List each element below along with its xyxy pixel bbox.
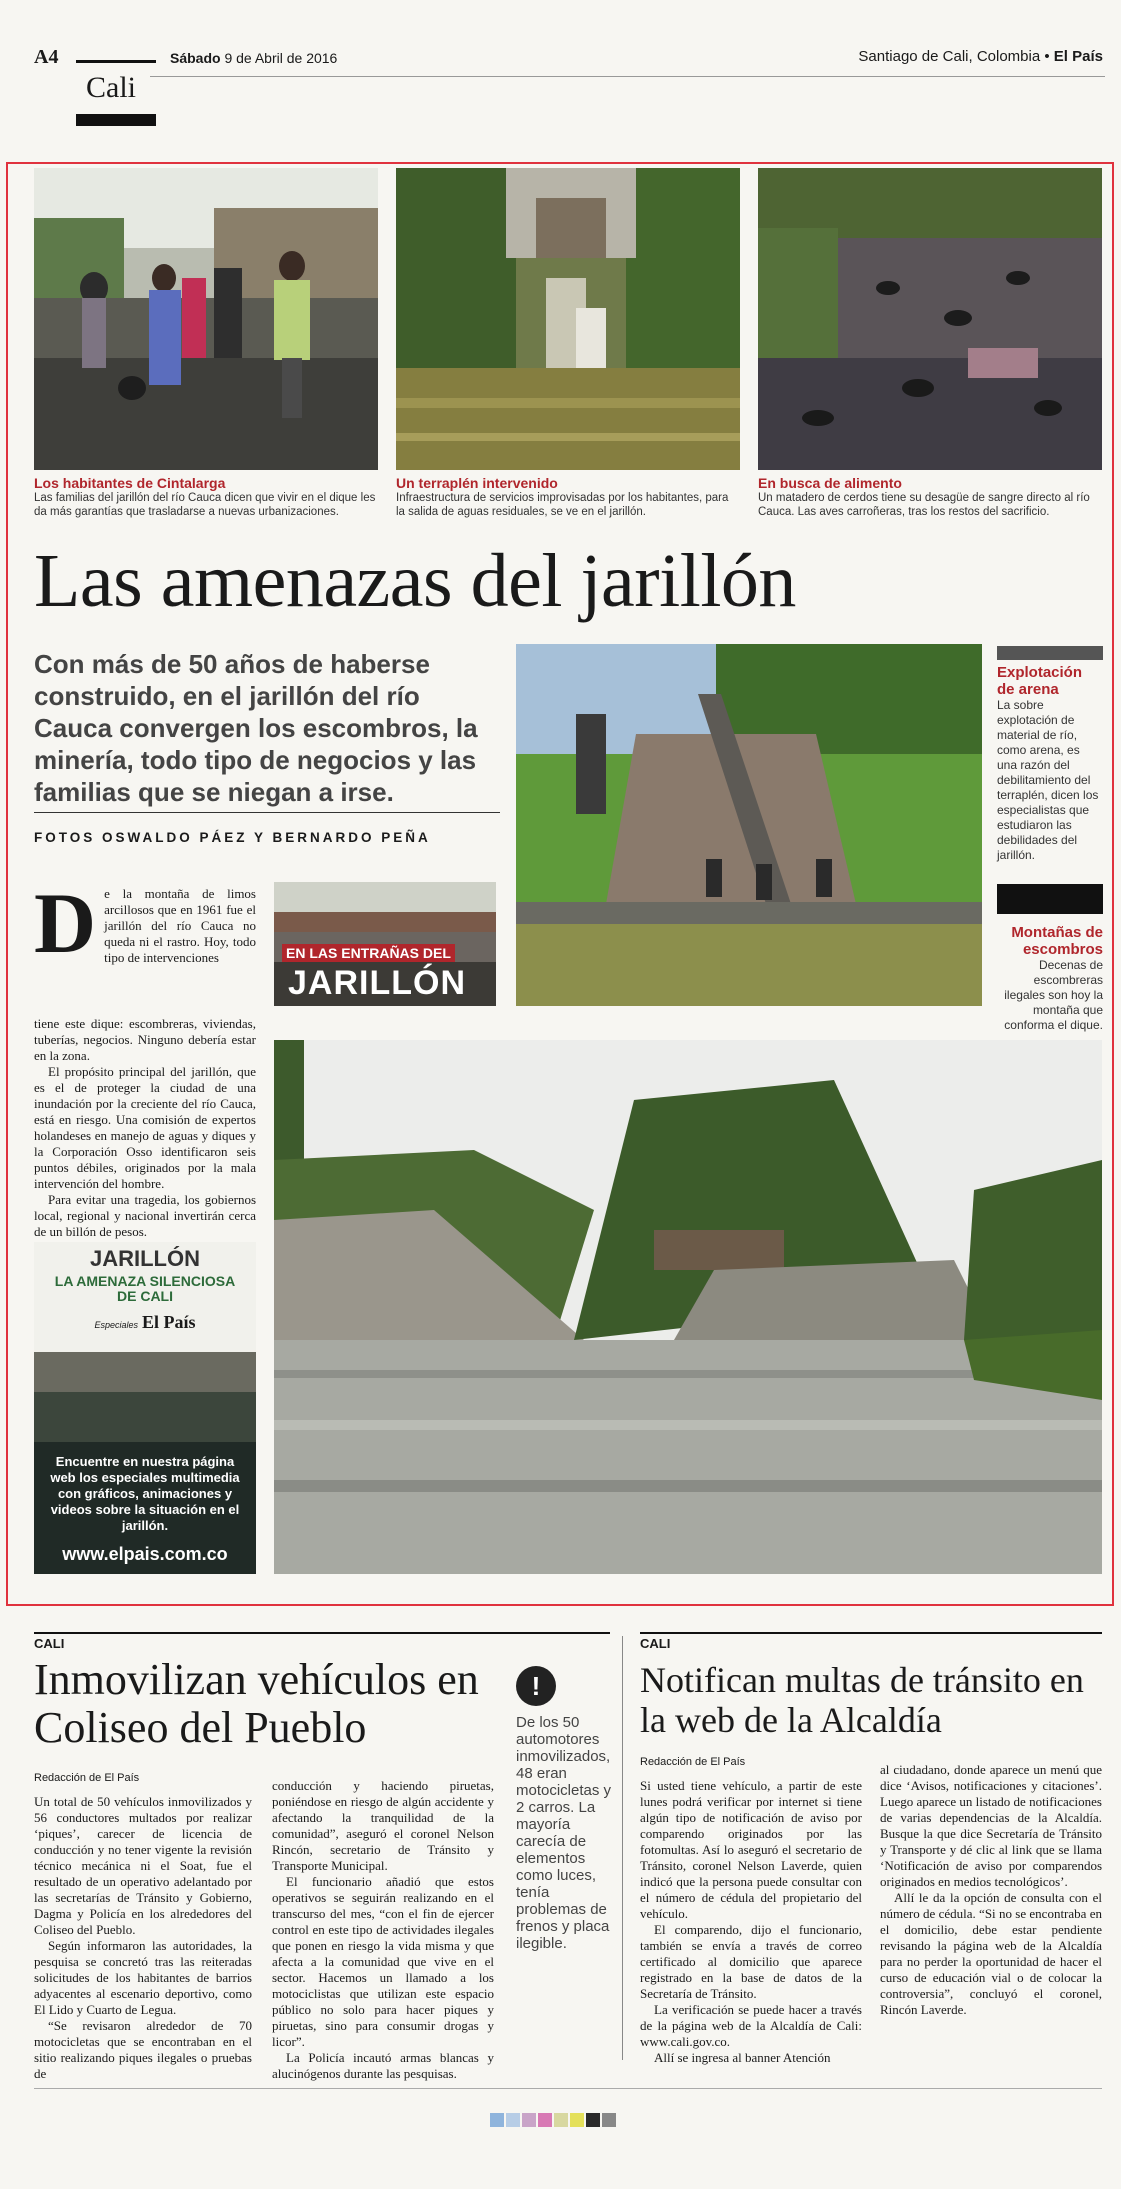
caption-text: Un matadero de cerdos tiene su desagüe de sangre directo al río Cauca. Las aves carroñeras, tras los restos del sacrificio. [758,492,1090,518]
registration-swatch [586,2113,600,2127]
page-number: A4 [34,46,59,68]
issue-date [170,50,337,66]
story-left-rule [34,1632,610,1634]
caption-title: Los habitantes de Cintalarga [34,475,226,491]
promo-subtitle: LA AMENAZA SILENCIOSA DE CALI [54,1273,236,1304]
caption-text: Infraestructura de servicios improvisadas por los habitantes, para la salida de aguas residuales, se ve en el jarillón. [396,492,729,518]
story-right-headline: Notifican multas de tránsito en la web de la Alcaldía [640,1660,1084,1740]
registration-colorbar [490,2113,618,2129]
photo-river [274,1040,1102,1574]
caption-title: En busca de alimento [758,475,902,491]
date-day: Sábado [170,50,221,66]
photo-cintalarga [34,168,378,470]
paragraph: Allí se ingresa al banner Atención [654,2050,831,2065]
promo-especiales-label: Especiales [94,1320,138,1330]
promo-url[interactable]: www.elpais.com.co [62,1544,228,1564]
caption-3 [758,475,1102,519]
inset-kicker: EN LAS ENTRAÑAS DEL [282,944,455,962]
story-left-byline: Redacción de El País [34,1772,140,1784]
photo-credit: FOTOS OSWALDO PÁEZ Y BERNARDO PEÑA [34,830,431,845]
caption-2 [396,475,740,519]
caption-title: Un terraplén intervenido [396,475,558,491]
side-bar-1 [997,646,1103,660]
photo-terraplen [396,168,740,470]
footer-rule [34,2088,1102,2089]
caption-text: Las familias del jarillón del río Cauca dicen que vivir en el dique les da más garantías que trasladarse a nuevas urbanizaciones. [34,492,376,518]
feature-headline: Las amenazas del jarillón [34,539,796,623]
separator: • [1040,48,1054,65]
paragraph: El funcionario añadió que estos operativos se seguirán realizando en el transcurso del mes, “con el fin de ejercer control en este tipo de actividades ilegales que ponen en riesgo la vida misma y que afecta a la comunidad que vive en el sector. Hacemos un llamado a los motociclistas que utilizan este espacio público no solo para hacer piques y piruetas, sino para consumir drogas y licor”. [272,1874,494,2049]
promo-brand [34,1312,256,1333]
promo-text: Encuentre en nuestra página web los especiales multimedia con gráficos, animaciones y videos sobre la situación en el jarillón. [50,1454,240,1533]
paragraph: conducción y haciendo piruetas, poniéndose en riesgo de algún accidente y afectando la tranquilidad de la comunidad”, aseguró el coronel Nelson Rincón, secretario de Tránsito y Transporte Municipal. [272,1778,494,1873]
side-note-arena [997,664,1103,863]
column-divider [622,1636,623,2060]
story-left-headline: Inmovilizan vehículos en Coliseo del Pueblo [34,1655,479,1752]
registration-swatch [522,2113,536,2127]
story-left-sidebar: De los 50 automotores inmovilizados, 48 eran motocicletas y 2 carros. La mayoría carecía de elementos como luces, tenía problemas de frenos y placa ilegible. [516,1714,612,1952]
story-right-byline: Redacción de El País [640,1756,746,1768]
location: Santiago de Cali, Colombia [858,48,1041,65]
dateline [858,48,1103,65]
story-right-tag: CALI [640,1636,671,1651]
paragraph: “Se revisaron alrededor de 70 motocicletas que se encontraban en el sitio realizando piques ilegales o pruebas de [34,2018,252,2081]
inset-title: JARILLÓN [288,964,466,1002]
photo-alimento [758,168,1102,470]
alert-icon: ! [516,1666,556,1706]
para2: El propósito principal del jarillón, que es el de proteger la ciudad de una inundación por la creciente del río Cauca, está en riesgo. Una comisión de expertos holandeses en manejo de aguas y diques y la Corporación Osso identificaron seis puntos débiles, originados por la mala intervención del hombre. [34,1064,256,1191]
promo-especiales[interactable] [34,1242,256,1574]
registration-swatch [538,2113,552,2127]
promo-title: JARILLÓN [90,1246,200,1271]
side-title: Montañas de escombros [1011,924,1103,958]
para3: Para evitar una tragedia, los gobiernos local, regional y nacional invertirán cerca de un billón de pesos. [34,1192,256,1239]
registration-swatch [570,2113,584,2127]
para1-end: tiene este dique: escombreras, viviendas, tuberías, negocios. Ninguno debería estar en la zona. [34,1016,256,1063]
photo-sand-mining [516,644,982,1006]
paper-name: El País [1053,48,1103,65]
paragraph: Un total de 50 vehículos inmovilizados y 56 conductores multados por realizar ‘piques’, carecer de licencia de conducción y no tener vigente la revisión técnico mecánica ni el Soat, fue el resultado de un operativo adelantado por las secretarías de Tránsito y Gobierno, Dagma y Policía en los alrededores del Coliseo del Pueblo. [34,1794,252,1937]
promo-brand-name: El País [142,1312,196,1332]
date-rest: 9 de Abril de 2016 [220,50,338,66]
story-left-col1 [34,1794,252,2082]
promo-photo [34,1242,256,1442]
feature-deck: Con más de 50 años de haberse construido, en el jarillón del río Cauca convergen los escombros, la minería, todo tipo de negocios y las familias que se niegan a irse. [34,649,478,807]
side-title: Explotación de arena [997,664,1083,698]
section-bar [76,114,156,126]
registration-swatch [490,2113,504,2127]
story-left-tag: CALI [34,1636,65,1651]
side-text: Decenas de escombreras ilegales son hoy la montaña que conforma el dique. [1004,958,1103,1032]
story-right-col1 [640,1778,862,2066]
paragraph: al ciudadano, donde aparece un menú que dice ‘Avisos, notificaciones y citaciones’. Luego aparece un listado de notificaciones de varias dependencias de la Alcaldía. Busque la que dice Secretaría de Tránsito y Transporte y dé clic al link que se llama ‘Notificación de aviso por comparendos originados en medios tecnológicos’. [880,1762,1102,1889]
paragraph: La Policía incautó armas blancas y alucinógenos durante las pesquisas. [272,2050,494,2081]
header-rule [150,76,1105,77]
paragraph: Según informaron las autoridades, la pesquisa se concretó tras las reiteradas solicitudes de los habitantes de barrios adyacentes al escenario deportivo, como El Lido y Cuarto de Legua. [34,1938,252,2017]
registration-swatch [506,2113,520,2127]
para1-start: e la montaña de limos arcillosos que en 1961 fue el jarillón del río Cauca no queda ni el rastro. Hoy, todo tipo de intervenciones [104,886,256,965]
story-right-rule [640,1632,1102,1634]
paragraph: Allí le da la opción de consulta con el número de cédula. “Si no se encontraba en el domicilio, debe estar pendiente revisando la página web de la Alcaldía para no perder la oportunidad de hacer el curso de educación vial o de colocar la controversia”, concluyó el coronel, Rincón Laverde. [880,1890,1102,2017]
registration-swatch [602,2113,616,2127]
section-flag [76,60,156,126]
feature-body [34,875,256,971]
side-note-escombros [997,924,1103,1033]
deck-rule [34,812,500,813]
section-name: Cali [86,71,136,104]
registration-swatch [554,2113,568,2127]
paragraph: Si usted tiene vehículo, a partir de este lunes podrá verificar por internet si tiene algún tipo de notificación de aviso por comparendo originados por las fotomultas. Así lo aseguró el secretario de Tránsito, coronel Nelson Laverde, quien indicó que la persona puede consultar con el número de cédula del propietario del vehículo. [640,1778,862,1921]
feature-body-cont [34,1016,256,1240]
inset-entranas [274,882,496,1006]
caption-1 [34,475,378,519]
story-right-col2 [880,1762,1102,2018]
story-left-col2 [272,1778,494,2082]
side-text: La sobre explotación de material de río, como arena, es una razón del debilitamiento del terraplén, dicen los especialistas que estudiaron las debilidades del jarillón. [997,698,1099,862]
paragraph: El comparendo, dijo el funcionario, también se envía a través de correo certificado al domicilio que aparece registrado en la base de datos de la Secretaría de Tránsito. [640,1922,862,2001]
side-bar-2 [997,884,1103,914]
paragraph[interactable]: La verificación se puede hacer a través de la página web de la Alcaldía de Cali: www.cali.gov.co. [640,2002,862,2049]
drop-cap: D [34,875,97,971]
